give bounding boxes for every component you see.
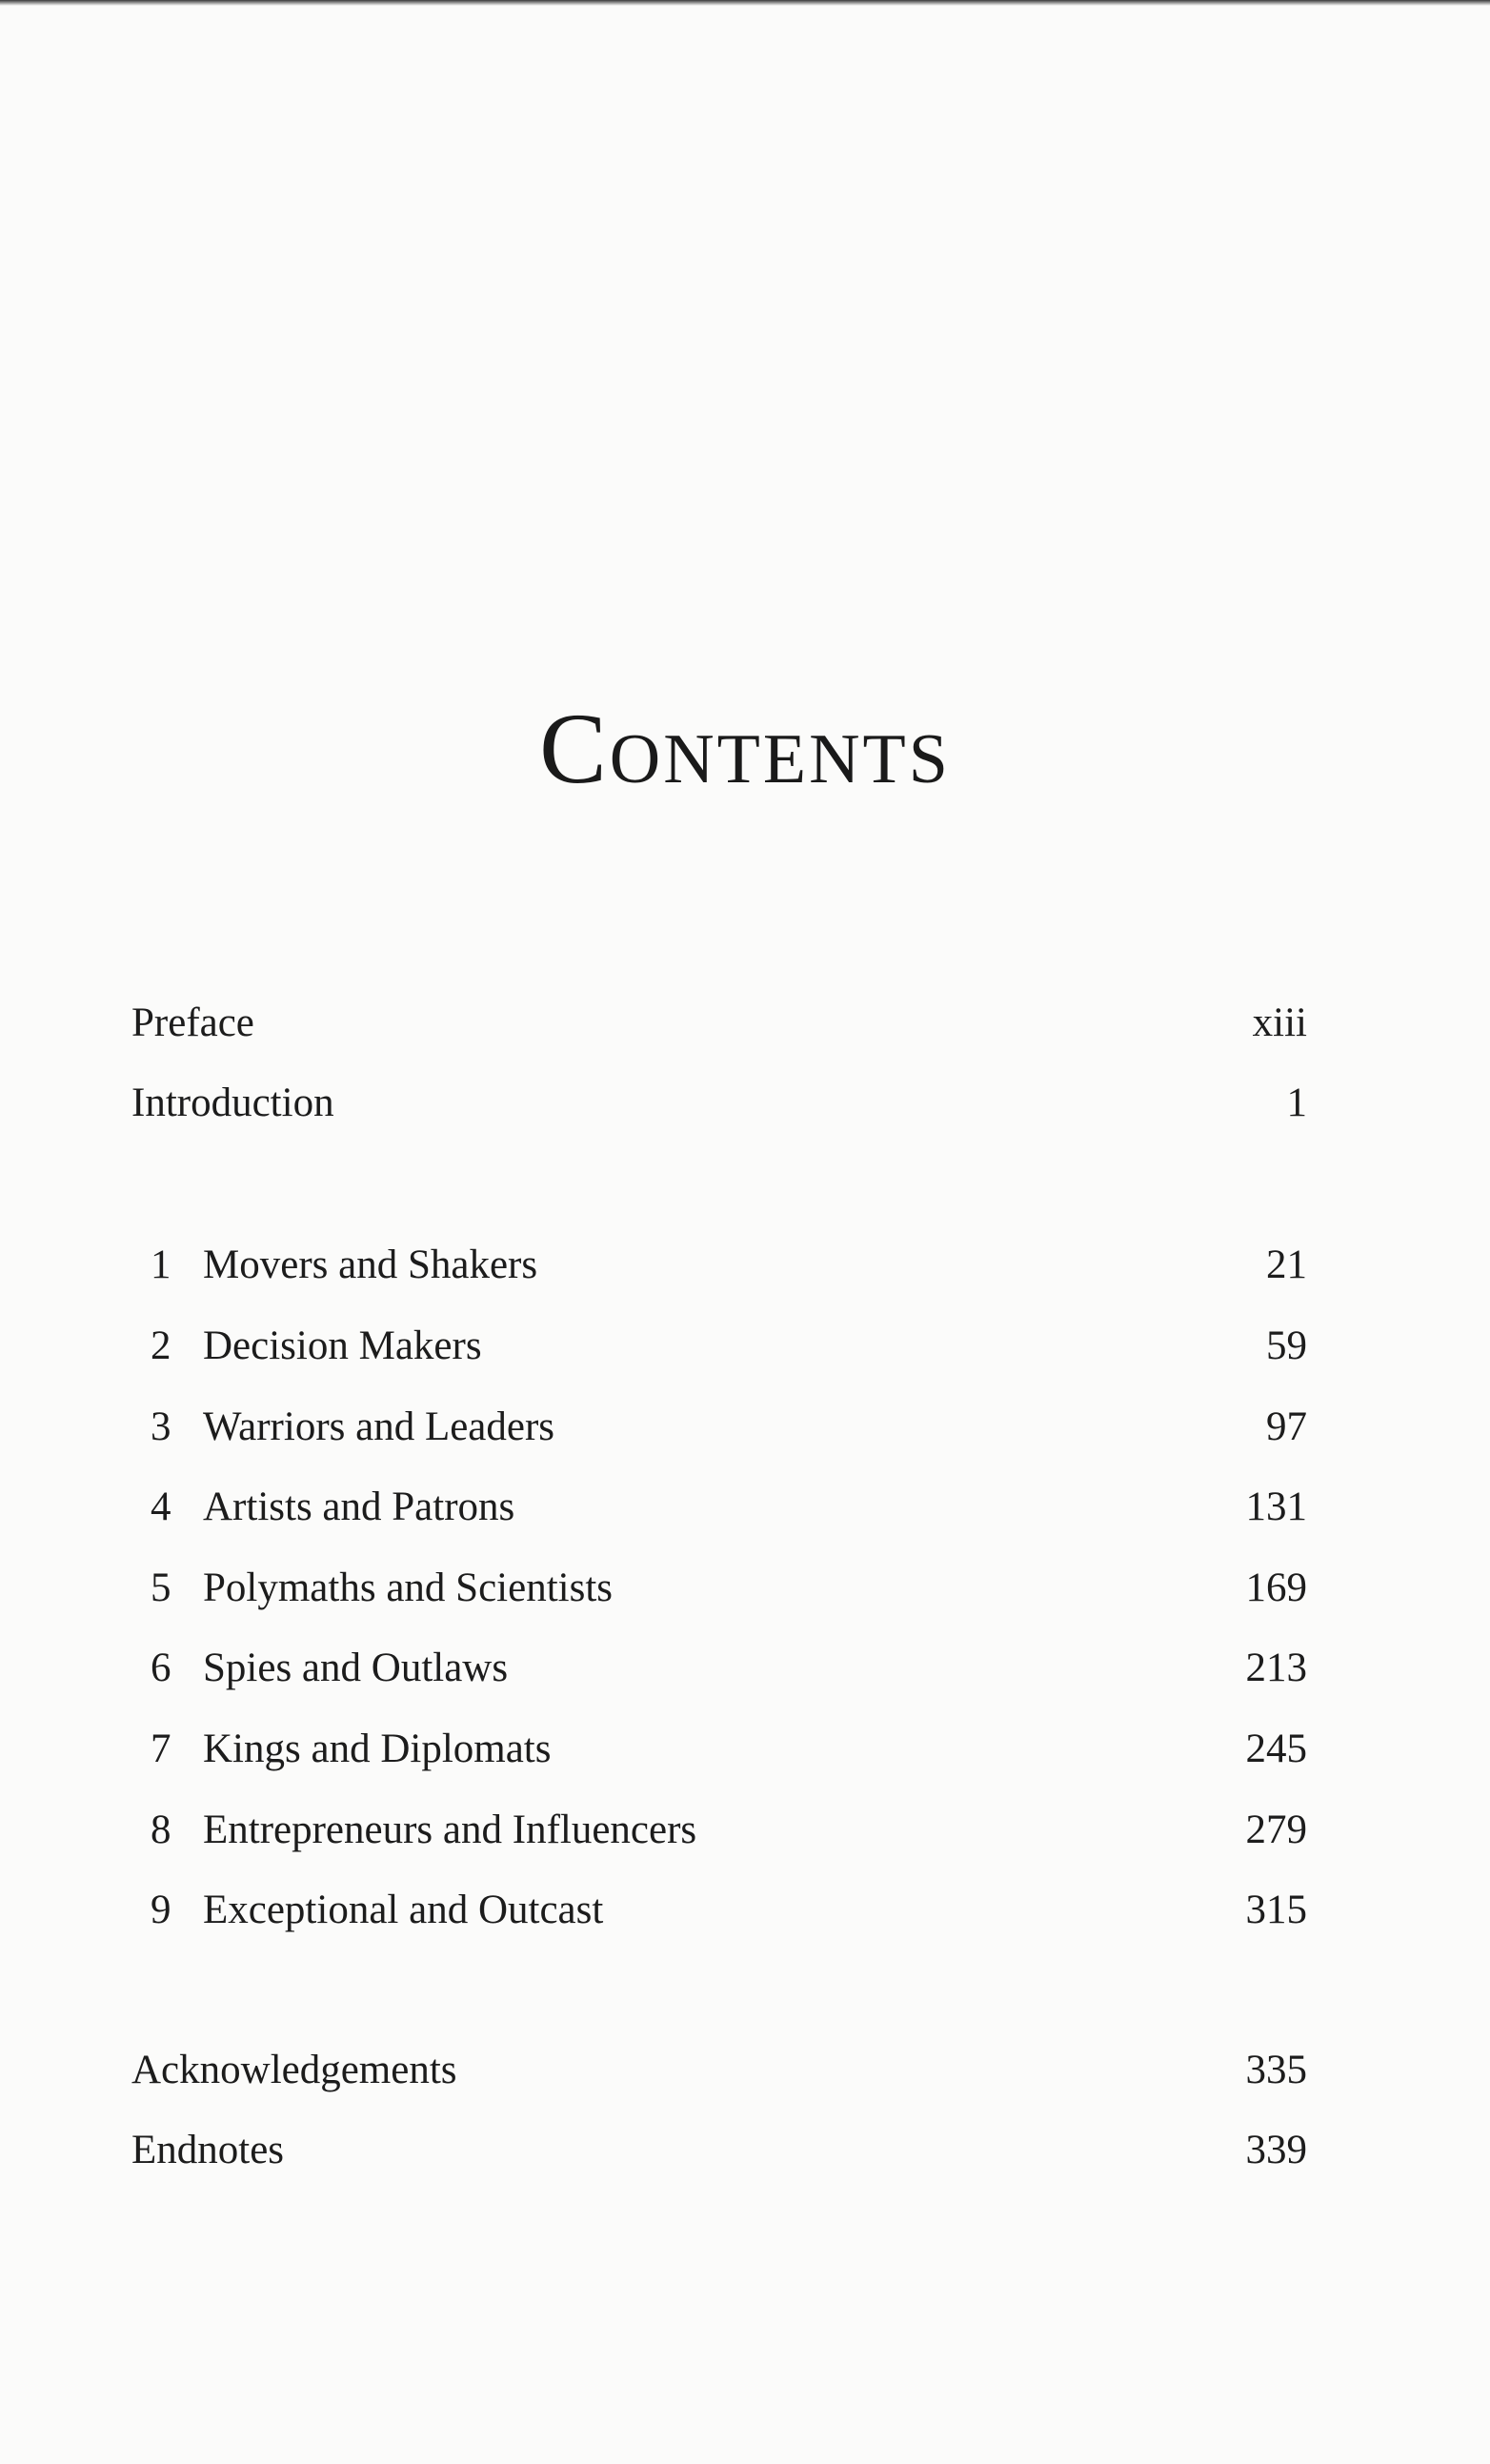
chapter-page: 213 bbox=[1245, 1646, 1307, 1690]
toc-chapter-8[interactable] bbox=[131, 1802, 1307, 1859]
toc-chapter-1[interactable] bbox=[131, 1237, 1307, 1294]
toc-chapter-4[interactable] bbox=[131, 1479, 1307, 1536]
chapter-page: 315 bbox=[1245, 1888, 1307, 1932]
chapter-number: 2 bbox=[151, 1323, 171, 1368]
chapter-title: Movers and Shakers bbox=[203, 1242, 538, 1287]
toc-chapter-3[interactable] bbox=[131, 1399, 1307, 1456]
chapter-page: 131 bbox=[1245, 1484, 1307, 1529]
page-edge-shadow bbox=[0, 0, 1490, 6]
toc-chapter-6[interactable] bbox=[131, 1640, 1307, 1697]
toc-chapter-9[interactable] bbox=[131, 1882, 1307, 1939]
chapter-page: 97 bbox=[1266, 1404, 1307, 1449]
chapter-title: Decision Makers bbox=[203, 1323, 482, 1368]
chapter-number: 6 bbox=[151, 1646, 171, 1690]
chapter-page: 245 bbox=[1245, 1727, 1307, 1771]
toc-entry-preface[interactable] bbox=[131, 995, 1307, 1052]
chapter-title: Artists and Patrons bbox=[203, 1484, 515, 1529]
page-title: Contents bbox=[539, 693, 951, 805]
toc-entry-acknowledgements[interactable] bbox=[131, 2042, 1307, 2099]
chapter-number: 3 bbox=[151, 1404, 171, 1449]
chapter-page: 21 bbox=[1266, 1242, 1307, 1287]
toc-entry-page: 1 bbox=[1286, 1081, 1307, 1125]
chapter-page: 279 bbox=[1245, 1808, 1307, 1852]
toc-chapter-2[interactable] bbox=[131, 1318, 1307, 1375]
chapter-number: 7 bbox=[151, 1727, 171, 1771]
chapter-title: Exceptional and Outcast bbox=[203, 1888, 604, 1932]
toc-entry-page: 339 bbox=[1245, 2128, 1307, 2172]
toc-entry-label: Introduction bbox=[131, 1081, 334, 1125]
chapter-title: Entrepreneurs and Influencers bbox=[203, 1808, 697, 1852]
chapter-title: Kings and Diplomats bbox=[203, 1727, 552, 1771]
toc-entry-label: Preface bbox=[131, 1000, 254, 1045]
toc-entry-page: 335 bbox=[1245, 2048, 1307, 2092]
toc-chapter-7[interactable] bbox=[131, 1721, 1307, 1778]
chapter-number: 9 bbox=[151, 1888, 171, 1932]
toc-entry-label: Endnotes bbox=[131, 2128, 285, 2172]
chapter-title: Warriors and Leaders bbox=[203, 1404, 555, 1449]
toc-entry-endnotes[interactable] bbox=[131, 2122, 1307, 2179]
chapter-number: 1 bbox=[151, 1242, 171, 1287]
chapter-number: 8 bbox=[151, 1808, 171, 1852]
chapter-number: 4 bbox=[151, 1484, 171, 1529]
chapter-page: 59 bbox=[1266, 1323, 1307, 1368]
chapter-number: 5 bbox=[151, 1565, 171, 1610]
toc-entry-page: xiii bbox=[1252, 1000, 1307, 1045]
toc-entry-label: Acknowledgements bbox=[131, 2048, 457, 2092]
chapter-title: Spies and Outlaws bbox=[203, 1646, 509, 1690]
toc-entry-introduction[interactable] bbox=[131, 1075, 1307, 1132]
chapter-page: 169 bbox=[1245, 1565, 1307, 1610]
toc-chapter-5[interactable] bbox=[131, 1560, 1307, 1617]
chapter-title: Polymaths and Scientists bbox=[203, 1565, 613, 1610]
